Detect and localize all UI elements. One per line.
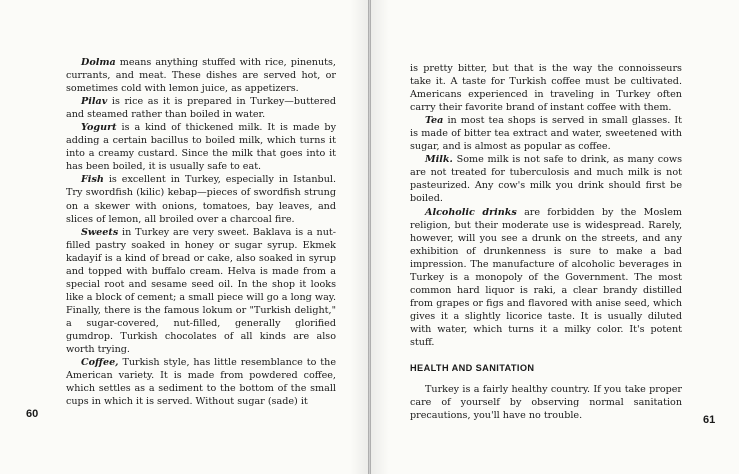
paragraph-pilav (66, 95, 336, 121)
paragraph-coffee (66, 356, 336, 408)
paragraph-alcoholic-drinks (410, 206, 682, 350)
gutter-shadow-left (350, 0, 368, 474)
paragraph-sweets (66, 226, 336, 356)
paragraph-fish (66, 173, 336, 225)
paragraph-coffee-continued: is pretty bitter, but that is the way the connoisseurs take it. A taste for Turkish coffee must be cultivated. Americans experienced in traveling in Turkey often carry their favorite brand of instant coffee with them. (410, 63, 682, 114)
text-yogurt: is a kind of thickened milk. It is made by adding a certain bacillus to boiled milk, which turns it into a creamy custard. Since the milk that goes into it has been boiled, it is usually safe to eat. (66, 122, 336, 173)
text-coffee: Turkish style, has little resemblance to the American variety. It is made from powdered coffee, which settles as a sediment to the bottom of the small cups in which it is served. Without sugar (sade) it (66, 357, 336, 408)
paragraph-health: Turkey is a fairly healthy country. If you take proper care of yourself by observing normal sanitation precautions, you'll have no trouble. (410, 384, 682, 422)
left-text-column (66, 56, 336, 408)
term-alcoholic-drinks: Alcoholic drinks (425, 206, 517, 218)
section-heading: HEALTH AND SANITATION (410, 363, 535, 374)
paragraph-yogurt (66, 121, 336, 173)
text-alcoholic-drinks: are forbidden by the Moslem religion, but their moderate use is widespread. Rarely, however, will you see a drunk on the streets, and any exhibition of drunkenness is sure to make a bad impression. The manufacture of alcoholic beverages in Turkey is a monopoly of the Government. The most common hard liquor is raki, a clear brandy distilled from grapes or figs and flavored with anise seed, which gives it a slightly licorice taste. It is usually diluted with water, which turns it a milky color. It's potent stuff. (410, 206, 682, 348)
term-dolma: Dolma (81, 57, 116, 68)
text-dolma: means anything stuffed with rice, pinenuts, currants, and meat. These dishes are served hot, or sometimes cold with lemon juice, as appetizers. (66, 57, 336, 95)
text-fish: is excellent in Turkey, especially in Istanbul. Try swordfish (kilic) kebap—pieces of swordfish strung on a skewer with onions, tomatoes, bay leaves, and slices of lemon, all broiled over a charcoal fire. (66, 174, 336, 225)
term-coffee: Coffee, (81, 357, 119, 369)
paragraph-dolma (66, 56, 336, 95)
paragraph-tea (410, 114, 682, 153)
paragraph-milk (410, 153, 682, 205)
text-milk: Some milk is not safe to drink, as many cows are not treated for tuberculosis and much milk is not pasteurized. Any cow's milk you drink should first be boiled. (410, 154, 682, 205)
text-sweets: in Turkey are very sweet. Baklava is a nut-filled pastry soaked in honey or sugar syrup. Ekmek kadayif is a kind of bread or cake, also soaked in syrup and topped with buffalo cream. Helva is made from a special root and sesame seed oil. In the shop it looks like a block of cement; a small piece will go a long way. Finally, there is the famous lokum or "Turkish delight," a sugar-covered, nut-filled, generally glorified gumdrop. Turkish chocolates of all kinds are also worth trying. (66, 226, 336, 356)
page-number-right: 61 (703, 414, 716, 426)
term-pilav: Pilav (81, 96, 108, 108)
gutter-shadow-right (371, 0, 389, 474)
text-pilav: is rice as it is prepared in Turkey—buttered and steamed rather than boiled in water. (66, 96, 336, 121)
text-tea: in most tea shops is served in small glasses. It is made of bitter tea extract and water, sweetened with sugar, and is almost as popular as coffee. (410, 115, 682, 153)
term-fish: Fish (81, 174, 104, 186)
term-sweets: Sweets (81, 226, 119, 238)
right-text-column (410, 62, 682, 422)
book-gutter (368, 0, 371, 474)
term-milk: Milk. (425, 154, 453, 166)
term-tea: Tea (425, 115, 444, 127)
term-yogurt: Yogurt (81, 122, 117, 134)
page-number-left: 60 (26, 408, 39, 420)
